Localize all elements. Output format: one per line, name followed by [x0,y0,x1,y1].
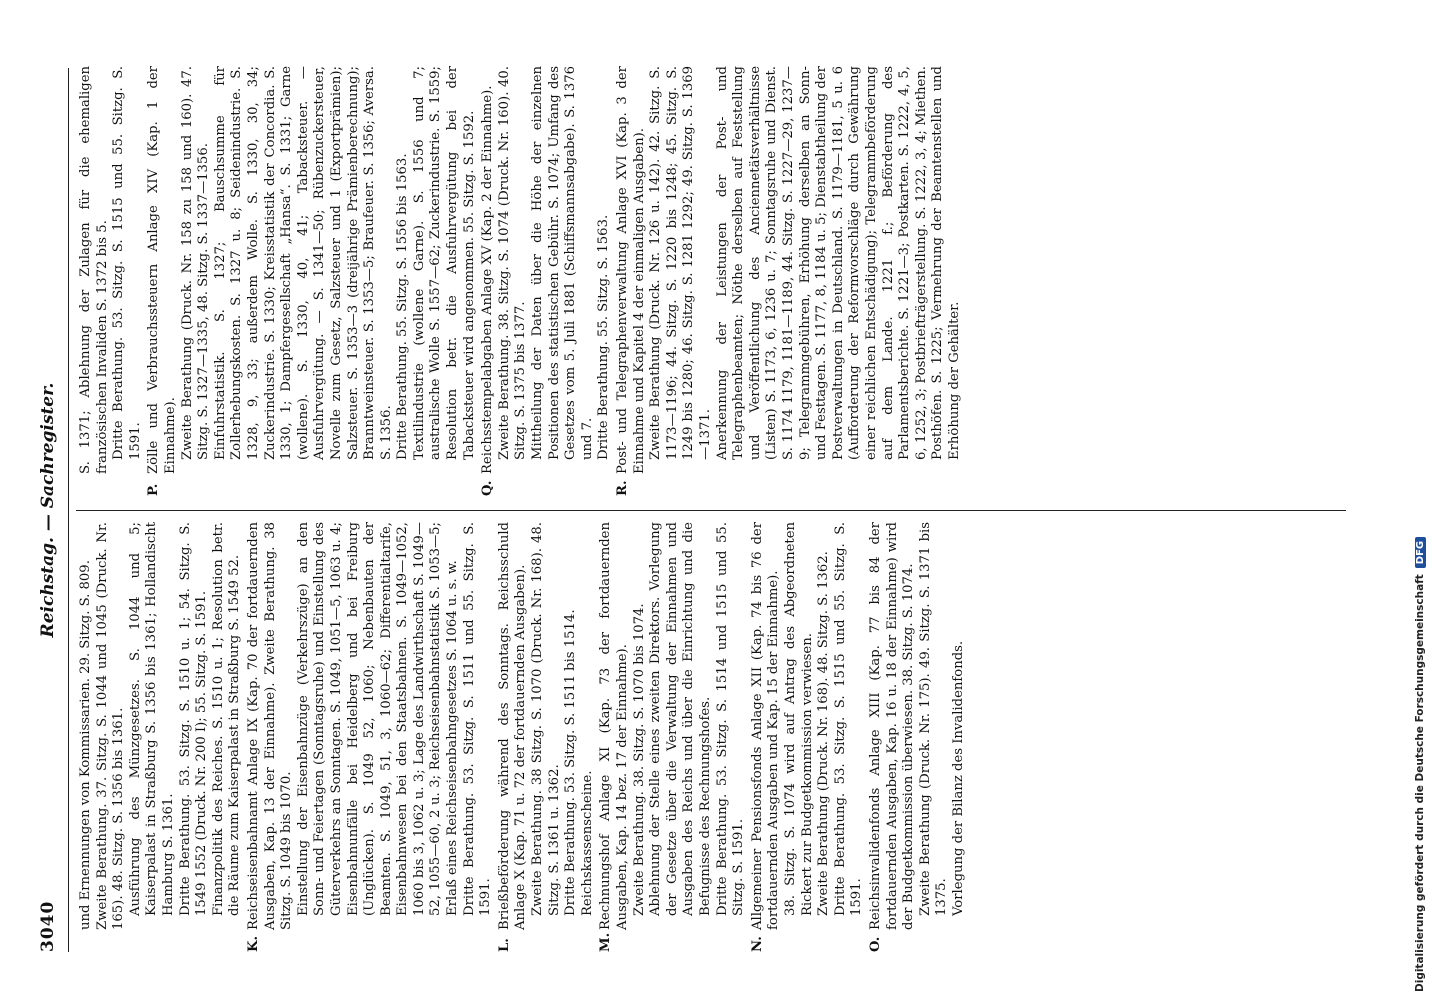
index-entry [78,522,95,952]
index-entry [246,522,495,952]
entry-text: Vorlegung der Bilanz des Invalidenfonds. [950,640,966,916]
entry-text: Dritte Berathung. 53. Sitzg. S. 1510 u. 1; 54. Sitzg. S. 1549 1552 (Druck. Nr. 200 I); 55. Sitzg. S. 1591. [177,522,210,916]
credit-text: Digitalisierung gefördert durch die Deutsche Forschungsgemeinschaft [1414,574,1426,992]
entry-text: Post- und Telegraphenverwaltung Anlage XVI (Kap. 3 der Einnahme und Kapitel 4 der einmaligen Ausgaben). [615,66,647,474]
entry-text: 38. Sitzg. S. 1074 wird auf Antrag des Abgeordneten Rickert zur Budgetkommission verwiesen. [782,522,815,916]
entry-text: Zweite Berathung. 38. Sitzg. S. 1074 (Druck. Nr. 160). 40. Sitzg. S. 1375 bis 1377. [496,66,529,460]
section-letter: K. [245,935,261,952]
entry-text: Zölle und Verbrauchssteuern Anlage XIV (Kap. 1 der Einnahme). [146,66,178,474]
section-letter: Q. [480,480,496,496]
column-separator [76,510,1346,511]
section-letter: O. [867,936,883,952]
entry-text: Finanzpolitik des Reiches. S. 1510 u. 1; Resolution betr. die Räume zum Kaiserpalast in Straßburg S. 1549 52. [210,522,243,916]
entry-text: Mittheilung der Daten über die Höhe der einzelnen Positionen des statistischen Gebühr. S. 1074; Umfang des Gesetzes vom 5. Juli 1881 (Schiffsmannsabgabe). S. 1376 und 7. [530,66,595,460]
rotated-page [20,50,1400,970]
entry-text: Dritte Berathung. 53. Sitzg. S. 1515 und 55. Sitzg. S. 1591. [832,522,865,916]
entry-text: Reichseisenbahnamt Anlage IX (Kap. 70 der fortdauernden Ausgaben, Kap. 13 der Einnahme). Zweite Berathung. 38 Sitzg. S. 1049 bis 1070. [245,522,295,930]
page-title: Reichstag. — Sachregister. [38,382,58,638]
entry-text: S. 1371; Ablehnung der Zulagen für die ehemaligen französischen Invaliden S. 1372 bis 5. [78,66,110,474]
section-letter: P. [146,483,162,496]
entry-text: Dritte Berathung. 53. Sitzg. S. 1511 bis 1514. [563,609,579,916]
index-entry [480,66,613,496]
page-number: 3040 [38,900,58,952]
entry-text: Anerkennung der Leistungen der Post- und Telegraphenbeamten; Nöthe derselben auf Feststellung und Veröffentlichung des Anciennetätsverhältnisse (Listen) S. 1173, 6, 1236 u. 7; Sonntagsruhe und Dienst. S. 1174 1179, 1181—1189, 44. Sitzg. S. 1227—29, 1237—9; Telegrammgebühren, Erhöhung derselben an Sonn- und Festtagen. S. 1177, 8, 1184 u. 5; Dienstabtheilung der Postverwaltungen in Deutschland. S. 1179—1181, 5 u. 6 (Aufforderung der Reformvorschläge durch Gewährung einer reichlichen Entschädigung); Telegrammbeförderung auf dem Lande. 1221 f.; Beförderung des Parlamentsberichte. S. 1221—3; Postkarten. S. 1222, 4, 5, 6, 1252, 3; Postbriefträgerstellung. S. 1222, 3, 4; Miethen. Posthöfen. S. 1225; Vermehrung der Beamtenstellen und Erhöhung der Gehälter. [714,66,962,460]
digitization-credit [1412,2,1428,992]
index-entry [598,522,747,952]
section-letter: M. [598,932,614,952]
index-entry [78,66,144,496]
left-column [78,522,967,952]
entry-text: Zweite Berathung (Druck. Nr. 158 zu 158 und 160). 47. Sitzg. S. 1327—1335, 48. Sitzg. S. 1337—1356. [179,66,212,460]
index-entry [95,522,244,952]
entry-text: Ablehnung der Stelle eines zweiten Direktors. Vorlegung der Gesetze über die Verwaltung der Einnahmen und Ausgaben des Reichs und über die Einrichtung und die Befugnisse des Rechnungshofes. [648,522,713,916]
section-letter: N. [749,936,765,952]
entry-text: Zweite Berathung. 38. Sitzg. S. 1070 bis 1074. [631,603,647,916]
entry-text: Dritte Berathung. 55. Sitzg. S. 1556 bis 1563. [395,153,411,460]
entry-text: Textilindustrie (wollene Garne). S. 1556 und 7; australische Wolle S. 1557—62; Zuckerindustrie. S. 1559; Resolution betr. die Ausfuhrvergütung bei der Tabacksteuer wird angenommen. 55. Sitzg. S. 1592. [411,66,477,460]
entry-text: Zweite Berathung (Druck. Nr. 175). 49. Sitzg. S. 1371 bis 1375. [917,522,950,916]
entry-text: Rechnungshof Anlage XI (Kap. 73 der fortdauernden Ausgaben, Kap. 14 bez. 17 der Einnahme). [598,522,630,930]
entry-text: Reichsinvalidenfonds Anlage XIII (Kap. 77 bis 84 der fortdauernden Ausgaben, Kap. 16 u. 18 der Einnahme) wird der Budgetkommission überwiesen. 38. Sitzg. S. 1074. [867,522,917,930]
entry-text: Allgemeiner Pensionsfonds Anlage XII (Kap. 74 bis 76 der fortdauernden Ausgaben und Kap. 15 der Einnahme). [749,522,782,930]
entry-text: Dritte Berathung. 53. Sitzg. S. 1515 und 55. Sitzg. S. 1591. [111,66,143,460]
entry-text: Einstellung der Eisenbahnzüge (Verkehrszüge) an den Sonn- und Feiertagen (Sonntagsruhe) und Einstellung des Güterverkehrs an Sonntagen. S. 1049, 1051—5, 1063 u. 4; Eisenbahnunfälle bei Heidelberg und bei Freiburg (Unglücken). S. 1049 52, 1060; Nebenbauten der Beamten. S. 1049, 51, 3, 1060—62; Differentialtarife, Eisenbahnwesen bei den Staatsbahnen. S. 1049—1052, 1060 bis 3, 1062 u. 3; Lage des Landwirthschaft S. 1049—52, 1055—60, 2 u. 3; Reichseisenbahnstatistik S. 1053—5; Erlaß eines Reichseisenbahngesetzes S. 1064 u. s. w. [295,522,461,916]
entry-text: Dritte Berathung. 55. Sitzg. S. 1563. [596,214,612,460]
index-entry [146,66,478,496]
section-letter: L. [496,938,512,952]
entry-text: Dritte Berathung. 53. Sitzg. S. 1511 und 55. Sitzg. S. 1591. [461,522,494,916]
entry-text: Reichsstempelabgaben Anlage XV (Kap. 2 der Einnahme). [480,85,496,474]
entry-text: Reichskassenscheine. [579,770,595,916]
entry-text: Einfuhrstatistik. S. 1327; Bauschsumme für Zollerhebungskosten. S. 1327 u. 8; Seidenindustrie. S. 1328, 9, 33; außerdem Wolle. S. 1330, 30, 34; Zuckerindustrie. S. 1330; Kreisstatistik der Concordia. S. 1330, 1; Dampfergesellschaft „Hansa“. S. 1331; Garne (wollene). S. 1330, 40, 41; Tabacksteuer. — Ausfuhrvergütung. — S. 1341—50; Rübenzuckersteuer, Novelle zum Gesetz, Salzsteuer und 1 (Exportprämien); Salzsteuer. S. 1353—3 (dreijährige Prämienberechnung); Branntweinsteuer. S. 1353—5; Braufeuer. S. 1356; Aversa. S. 1356. [212,66,394,460]
right-column [78,66,963,496]
running-head [38,50,66,970]
entry-text: Ausführung des Münzgesetzes. S. 1044 und 5; Kaiserpalast in Straßburg S. 1356 bis 1361; Hollandischt Hamburg S. 1361. [127,522,176,916]
header-rule [68,68,69,952]
dfg-logo: DFG [1415,537,1426,568]
entry-text: Zweite Berathung. 38 Sitzg. S. 1070 (Druck. Nr. 168). 48. Sitzg. S. 1361 u. 1362. [530,522,562,916]
entry-text: Zweite Berathung (Druck. Nr. 168). 48. Sitzg. S. 1362. [816,551,832,916]
index-entry [615,66,963,496]
entry-text: Zweite Berathung. 37. Sitzg. S. 1044 und 1045 (Druck. Nr. 165). 48. Sitzg. S. 1356 bis 1361. [94,522,127,930]
section-letter: R. [615,480,630,496]
entry-text: und Ernennungen von Kommissarien. 29. Sitzg. S. 809. [78,560,93,930]
entry-text: Brießbeförderung während des Sonntags. Reichsschuld Anlage X (Kap. 71 u. 72 der fortdauernden Ausgaben). [496,522,529,930]
entry-text: Zweite Berathung (Druck. Nr. 126 u. 142). 42. Sitzg. S. 1173—1196; 44. Sitzg. S. 1220 bis 1248; 45. Sitzg. S. 1249 bis 1280; 46. Sitzg. S. 1281 1292; 49. Sitzg. S. 1369—1371. [648,66,713,460]
entry-text: Dritte Berathung. 53. Sitzg. S. 1514 und 1515 und 55. Sitzg. S. 1591. [714,522,747,916]
index-entry [868,522,968,952]
index-entry [497,522,597,952]
index-entry [750,522,866,952]
